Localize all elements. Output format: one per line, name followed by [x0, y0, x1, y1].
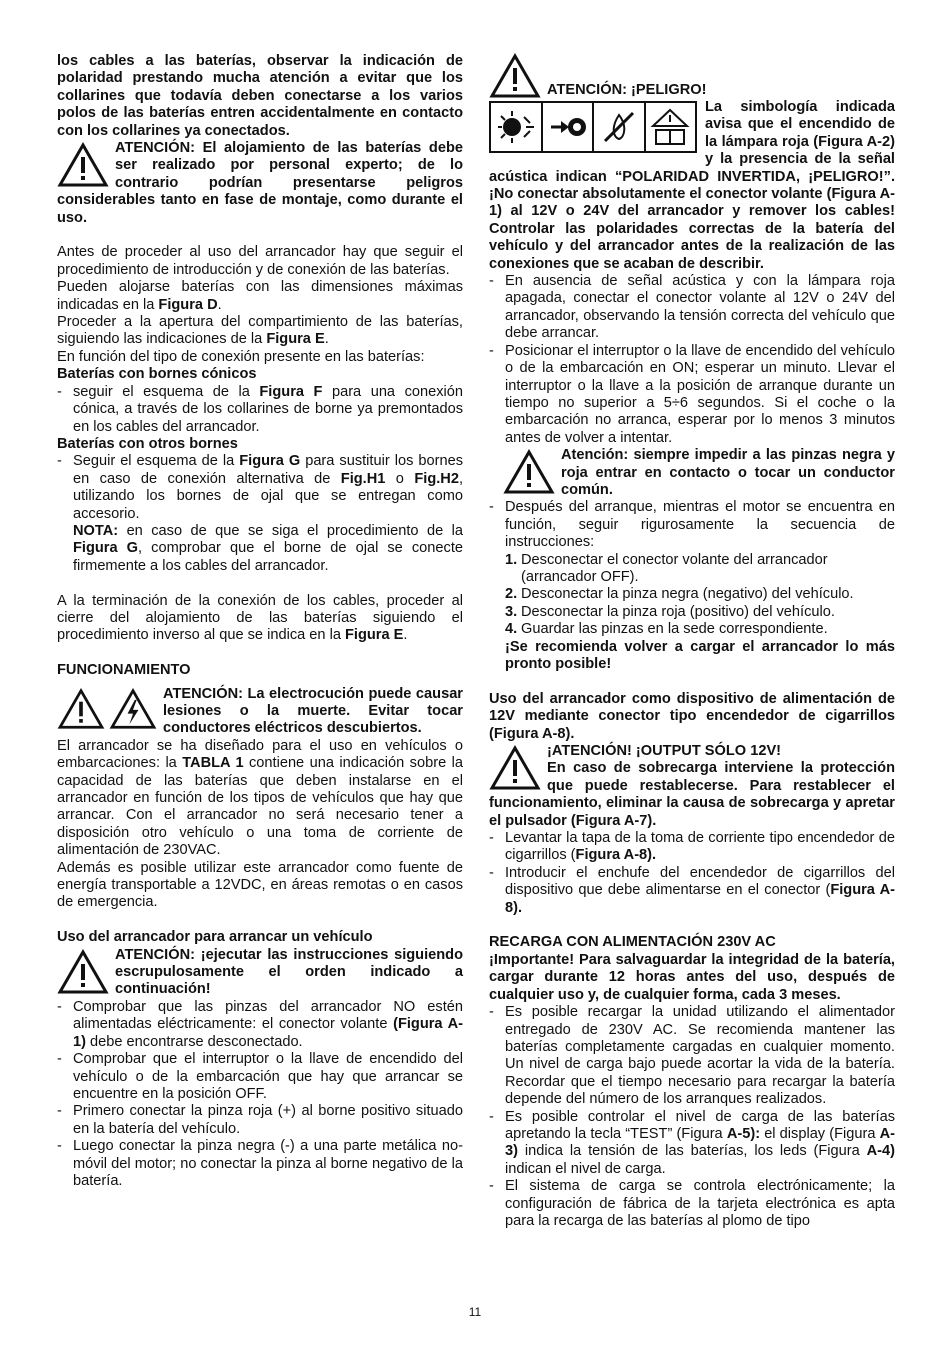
- list-item: - Es posible controlar el nivel de carga de las baterías apretando la tecla “TEST” (Figura A-5): el display (Figura A-3) indica la tensión de las baterías, los leds (Figura A-4) indican el nivel de carga.: [489, 1108, 895, 1177]
- list-item: - Es posible recargar la unidad utilizando el alimentador entregado de 230V AC. Se recomienda mantener las baterías completamente cargadas en cualquier momento. Un nivel de carga bajo puede acortar la vida de la batería. Recordar que el tiempo necesario para recargar la batería depende del número de los arranques realizados.: [489, 1004, 895, 1108]
- heading-start-vehicle: Uso del arrancador para arrancar un vehículo: [57, 929, 373, 946]
- page-number: 11: [468, 1305, 482, 1319]
- electric-hazard-icon: [109, 688, 157, 730]
- eye-protection-icon: [543, 103, 595, 151]
- warning-danger-header: ATENCIÓN: ¡PELIGRO!: [489, 53, 895, 99]
- list-item: - Comprobar que el interruptor o la llave de encendido del vehículo o de la embarcación que hay que arrancar se encuentre en la posición OFF.: [57, 1051, 463, 1102]
- warning-triangle-icon: [503, 449, 555, 495]
- no-flames-icon: [594, 103, 646, 151]
- safety-pictograms: [489, 101, 697, 153]
- left-column: [57, 53, 463, 1190]
- warning-output-12v: ¡ATENCIÓN! ¡OUTPUT SÓLO 12V! En caso de sobrecarga interviene la protección que puede restablecerse. Para restablecer el funcionamiento, eliminar la causa de sobrecarga y apretar el pulsador (Figura A-7).: [489, 743, 895, 829]
- paragraph-polarity: los cables a las baterías, observar la indicación de polaridad prestando mucha atención a evitar que los collarines que todavía deben conectarse a los varios polos de las baterías entren accidentalmente en contacto con los collarines ya conectados.: [57, 53, 463, 139]
- heading-conical-terminals: Baterías con bornes cónicos: [57, 366, 257, 383]
- list-item: - Posicionar el interruptor o la llave de encendido del vehículo o de la embarcación en ON; esperar un minuto. Llevar el interruptor o la llave a la posición de arranque durante un tiempo no superior a 5÷6 segundos. Si el coche o la embarcación no arranca, esperar por lo menos 3 minutos antes de volver a intentar.: [489, 342, 895, 446]
- list-item: - Luego conectar la pinza negra (-) a una parte metálica no-móvil del motor; no conectar la pinza al borne negativo de la batería.: [57, 1138, 463, 1189]
- step-item: 1. Desconectar el conector volante del arrancador (arrancador OFF).: [505, 551, 828, 585]
- warning-triangle-icon: [489, 53, 541, 99]
- paragraph-closing: A la terminación de la conexión de los cables, proceder al cierre del alojamiento de las baterías siguiendo el procedimiento inverso al que se indica en la Figura E.: [57, 592, 463, 644]
- paragraph-open-compartment: Proceder a la apertura del compartimiento de las baterías, siguiendo las indicaciones de la Figura E.: [57, 314, 463, 348]
- list-item: - En ausencia de señal acústica y con la lámpara roja apagada, conectar el conector volante al 12V o 24V del arrancador, observando la tensión correcta del vehículo que debe arrancar.: [489, 273, 895, 342]
- warning-follow-order: ATENCIÓN: ¡ejecutar las instrucciones siguiendo escrupulosamente el orden indicado a continuación!: [57, 947, 463, 999]
- note: NOTA: en caso de que se siga el procedimiento de la Figura G, comprobar que el borne de ojal se conecte firmemente a los cables del arrancador.: [73, 522, 463, 574]
- spark-explosion-icon: [491, 103, 543, 151]
- warning-clamps-contact: Atención: siempre impedir a las pinzas negra y roja entrar en contacto o tocar un conductor común.: [489, 447, 895, 499]
- list-item: - Levantar la tapa de la toma de corriente tipo encendedor de cigarrillos (Figura A-8).: [489, 830, 895, 864]
- heading-power-supply: Uso del arrancador como dispositivo de alimentación de 12V mediante conector tipo encendedor de cigarrillos (Figura A-8).: [489, 690, 895, 742]
- list-item: - Comprobar que las pinzas del arrancador NO estén alimentadas eléctricamente: el conector volante (Figura A-1) debe encontrarse desconectado.: [57, 998, 463, 1050]
- warning-electrocution: ATENCIÓN: La electrocución puede causar lesiones o la muerte. Evitar tocar conductores eléctricos descubiertos.: [57, 686, 463, 738]
- list-item: - seguir el esquema de la Figura F para una conexión cónica, a través de los collarines de borne ya premontados en los cables del arrancador.: [57, 383, 463, 435]
- list-item: - Primero conectar la pinza roja (+) al borne positivo situado en la batería del vehículo.: [57, 1103, 463, 1137]
- list-item: - Introducir el enchufe del encendedor de cigarrillos del dispositivo que debe alimentarse en el conector (Figura A-8).: [489, 864, 895, 916]
- warning-triangle-icon: [57, 949, 109, 995]
- warning-triangle-icon: [57, 142, 109, 188]
- paragraph-portable-energy: Además es posible utilizar este arrancador como fuente de energía transportable a 12VDC, en áreas remotas o en casos de emergencia.: [57, 859, 463, 911]
- paragraph-design: El arrancador se ha diseñado para el uso en vehículos o embarcaciones: la TABLA 1 contiene una indicación sobre la capacidad de las baterías que deben instalarse en el arrancador en función de los tipos de vehículos que hay que arrancar. Con el arrancador no será necesario tener a disposición otro vehículo o una toma de corriente de alimentación de 230VAC.: [57, 737, 463, 859]
- warning-triangle-icon: [489, 745, 541, 791]
- section-heading-operation: FUNCIONAMIENTO: [57, 662, 191, 679]
- right-column: [489, 53, 895, 1230]
- steps-list: [489, 552, 895, 674]
- recharge-recommendation: ¡Se recomienda volver a cargar el arrancador lo más pronto posible!: [505, 638, 895, 672]
- warning-triangle-icon: [57, 688, 105, 730]
- section-heading-recharge: RECARGA CON ALIMENTACIÓN 230V AC: [489, 934, 776, 951]
- paragraph-max-dimensions: Pueden alojarse baterías con las dimensiones máximas indicadas en la Figura D.: [57, 279, 463, 313]
- list-item: - El sistema de carga se controla electrónicamente; la configuración de fábrica de la tarjeta electrónica es apta para la recarga de las baterías al plomo de tipo: [489, 1178, 895, 1229]
- paragraph-connection-type: En función del tipo de conexión presente en las baterías:: [57, 348, 425, 365]
- warning-battery-housing: ATENCIÓN: El alojamiento de las baterías debe ser realizado por personal experto; de lo contrario podrían presentarse peligros considerables tanto en fase de montaje, como durante el uso.: [57, 140, 463, 226]
- heading-other-terminals: Baterías con otros bornes: [57, 435, 238, 452]
- list-item: - Después del arranque, mientras el motor se encuentra en función, seguir rigurosamente la secuencia de instrucciones:: [489, 499, 895, 551]
- step-item: 4. Guardar las pinzas en la sede correspondiente.: [505, 621, 828, 638]
- manual-warning-icon: [646, 103, 696, 151]
- important-note: ¡Importante! Para salvaguardar la integridad de la batería, cargar durante 12 horas antes del uso, después de cualquier uso y, de cualquier forma, cada 3 meses.: [489, 951, 895, 1003]
- list-item: - Seguir el esquema de la Figura G para sustituir los bornes en caso de conexión alternativa de Fig.H1 o Fig.H2, utilizando los bornes de ojal que se entregan como accesorio.: [57, 453, 463, 522]
- danger-block: La simbología indicada avisa que el encendido de la lámpara roja (Figura A-2) y la presencia de la señal acústica indican “POLARIDAD INVERTIDA, ¡PELIGRO!”.¡No conectar absolutamente el conector volante (Figura A-1) al 12V o 24V del arrancador y remover los cables! Controlar las polaridades correctas de la batería del vehículo y del arrancador antes de la realización de las conexiones que se acaban de describir.: [489, 99, 895, 272]
- step-item: 3. Desconectar la pinza roja (positivo) del vehículo.: [505, 603, 835, 620]
- step-item: 2. Desconectar la pinza negra (negativo) del vehículo.: [505, 586, 854, 603]
- paragraph-intro: Antes de proceder al uso del arrancador hay que seguir el procedimiento de introducción y de conexión de las baterías.: [57, 244, 463, 278]
